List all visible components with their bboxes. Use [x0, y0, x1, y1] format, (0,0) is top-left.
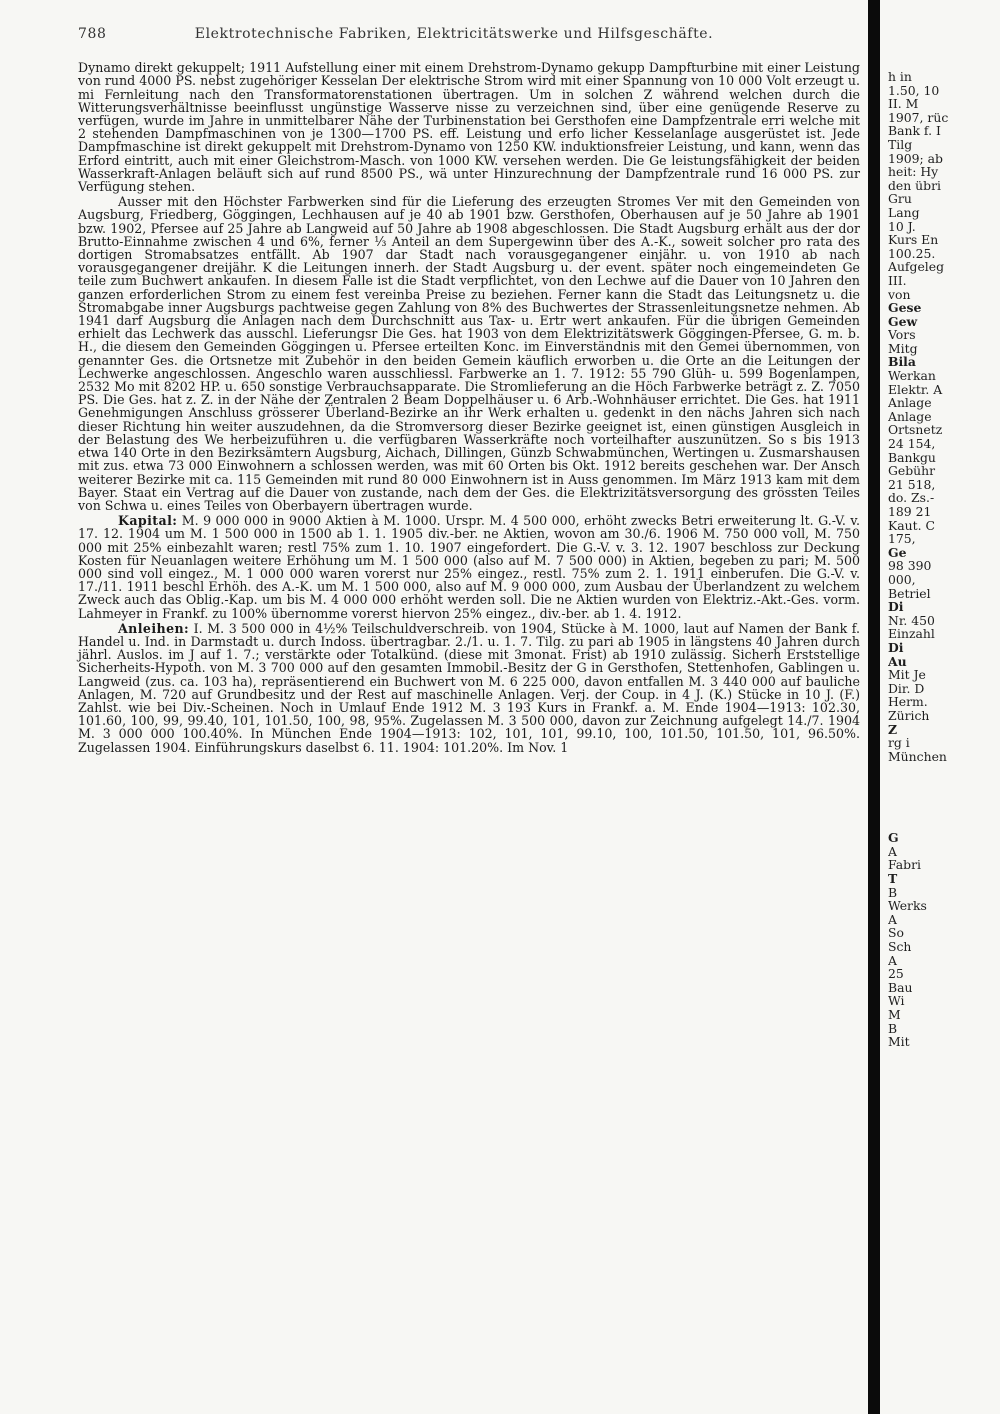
- paragraph-text: Dynamo direkt gekuppelt; 1911 Aufstellung einer mit einem Drehstrom-Dynamo gekupp Dampfturbine mit einer Leistung von rund 4000 PS. nebst zugehöriger Kesselan Der elektrische Strom wird mit einer Spannung von 10 000 Volt erzeugt u. mi Fernleitung nach den Transformatorenstationen übertragen. Um in solchen Z während welchen durch die Witterungsverhältnisse beeinflusst ungünstige Wasserve nisse zu verzeichnen sind, über eine genügende Reserve zu verfügen, wurde im Jahre in unmittelbarer Nähe der Turbinenstation bei Gersthofen eine Dampfzentrale erri welche mit 2 stehenden Dampfmaschinen von je 1300—1700 PS. eff. Leistung und erfo licher Kesselanlage ausgerüstet ist. Jede Dampfmaschine ist direkt gekuppelt mit Drehstrom-Dynamo von 1250 KW. induktionsfreier Leistung, und kann, wenn das Erford eintritt, auch mit einer Gleichstrom-Masch. von 1000 KW. versehen werden. Die Ge leistungsfähigkeit der beiden Wasserkraft-Anlagen beläuft sich auf rund 8500 PS., wä unter Hinzurechnung der Dampfzentrale rund 16 000 PS. zur Verfügung stehen.: [78, 60, 860, 195]
- facing-page-fragment: [888, 763, 1000, 777]
- facing-page-fragment: 189 21: [888, 504, 932, 519]
- facing-page-fragment: Mit Je: [888, 667, 926, 683]
- page-number: 788: [78, 26, 107, 42]
- page-header: [78, 28, 860, 41]
- facing-page-fragment: 1909; ab: [888, 150, 943, 166]
- facing-page-fragment: Mitg: [888, 340, 918, 356]
- facing-page-fragment: 10 J.: [888, 218, 916, 234]
- facing-page-fragment: Di: [888, 639, 904, 655]
- facing-page-fragment: 100.25.: [888, 245, 936, 261]
- book-gutter-shadow: [868, 0, 880, 1414]
- main-page: [78, 28, 860, 754]
- facing-page-fragment: [888, 790, 1000, 804]
- section-label-anleihen: Anleihen:: [118, 620, 190, 636]
- paragraph-contracts: [78, 195, 860, 512]
- facing-page-fragment: Bankgu: [888, 449, 936, 465]
- facing-page-fragment: M: [888, 1006, 901, 1022]
- facing-page-fragment: Zürich: [888, 707, 930, 723]
- facing-page-fragment: Ge: [888, 544, 907, 560]
- facing-page-fragment: Gru: [888, 191, 912, 207]
- facing-page-fragment: Werks: [888, 898, 927, 914]
- facing-page-fragment: Tilg: [888, 136, 913, 152]
- facing-page-fragment: 000,: [888, 571, 916, 587]
- facing-page-fragment: Sch: [888, 939, 912, 954]
- facing-page-fragment: B: [888, 884, 898, 900]
- facing-page-fragment: Bila: [888, 354, 916, 370]
- facing-page-fragment: Gew: [888, 313, 918, 329]
- paragraph-text: M. 9 000 000 in 9000 Aktien à M. 1000. Urspr. M. 4 500 000, erhöht zwecks Betri erweiterung lt. G.-V. v. 17. 12. 1904 um M. 1 500 000 in 1500 ab 1. 1. 1905 div.-ber. ne Aktien, wovon am 30./6. 1906 M. 750 000 voll, M. 750 000 mit 25% einbezahlt waren; restl 75% zum 1. 10. 1907 eingefordert. Die G.-V. v. 3. 12. 1907 beschloss zur Deckung Kosten für Neuanlagen weitere Erhöhung um M. 1 500 000 (also auf M. 7 500 000) in Aktien, begeben zu pari; M. 500 000 sind voll eingez., M. 1 000 000 waren vorerst nur 25% eingez., restl. 75% zum 2. 1. 1911 einberufen. Die G.-V. v. 17./11. 1911 beschl Erhöh. des A.-K. um M. 1 500 000, also auf M. 9 000 000, zum Ausbau der Überlandzent zu welchem Zweck auch das Oblig.-Kap. um bis M. 4 000 000 erhöht werden soll. Die ne Aktien wurden von Elektriz.-Akt.-Ges. vorm. Lahmeyer in Frankf. zu 100% übernomme vorerst hiervon 25% eingez., div.-ber. ab 1. 4. 1912.: [78, 513, 860, 621]
- paragraph-dynamo: [78, 61, 860, 193]
- facing-page-fragment: [888, 777, 1000, 791]
- facing-page-fragment: Werkan: [888, 368, 936, 384]
- facing-page-fragment: Dir. D: [888, 680, 925, 696]
- facing-page-fragment: Kurs En: [888, 232, 939, 248]
- facing-page-fragment: Herm.: [888, 694, 928, 710]
- facing-page-fragment: 1907, rüc: [888, 109, 949, 125]
- facing-page-fragment: 1.50, 10: [888, 82, 940, 98]
- facing-page-fragment: Betriel: [888, 585, 931, 601]
- facing-page-fragment: [888, 818, 1000, 832]
- facing-page-fragment: III.: [888, 272, 907, 288]
- paragraph-kapital-body: [78, 514, 860, 620]
- paragraph-anleihen: [78, 622, 860, 754]
- facing-page-fragment: T: [888, 871, 898, 887]
- facing-page-fragment: Einzahl: [888, 626, 935, 642]
- facing-page-fragment: heit: Hy: [888, 164, 939, 180]
- facing-page-fragment: 25: [888, 966, 904, 982]
- facing-page-fragment: Di: [888, 599, 904, 615]
- facing-page-fragment: rg i: [888, 735, 910, 751]
- facing-page-fragment: A: [888, 952, 897, 968]
- facing-page-fragment: 98 390: [888, 558, 932, 574]
- facing-page-fragment: Anlage: [888, 408, 932, 424]
- facing-page-fragment: Nr. 450: [888, 612, 935, 628]
- facing-page-fragment: Elektr. A: [888, 381, 943, 397]
- facing-page-fragment: Fabri: [888, 857, 921, 873]
- facing-page-fragment: von: [888, 286, 911, 302]
- facing-page-fragment: Wi: [888, 993, 905, 1009]
- facing-page-column: [888, 70, 1000, 1049]
- facing-page-fragment: Au: [888, 653, 907, 669]
- paragraph-anleihen-body: [78, 622, 860, 754]
- facing-page-fragment: Gese: [888, 300, 922, 316]
- facing-page-fragment: A: [888, 843, 897, 859]
- facing-page-fragment: So: [888, 925, 904, 941]
- facing-page-fragment: Ortsnetz: [888, 422, 943, 438]
- facing-page-fragment: Aufgeleg: [888, 259, 945, 275]
- facing-page-fragment: B: [888, 1020, 898, 1036]
- facing-page-fragment: Vors: [888, 327, 916, 343]
- facing-page-fragment: Anlage: [888, 395, 932, 411]
- facing-page-fragment: Bank f. I: [888, 123, 941, 139]
- facing-page-fragment: 175,: [888, 531, 916, 547]
- facing-page-fragment: 21 518,: [888, 476, 936, 492]
- facing-page-fragment: 24 154,: [888, 436, 936, 452]
- facing-page-fragment: Gebühr: [888, 463, 936, 479]
- facing-page-fragment: Z: [888, 721, 898, 737]
- facing-page-fragment: II. M: [888, 96, 919, 112]
- facing-page-fragment: A: [888, 911, 897, 927]
- facing-page-fragment: München: [888, 748, 947, 764]
- paragraph-text: I. M. 3 500 000 in 4½% Teilschuldverschreib. von 1904, Stücke à M. 1000, laut auf Namen der Bank f. Handel u. Ind. in Darmstadt u. durch Indoss. übertragbar. 2./1. u. 1. 7. Tilg. zu pari ab 1905 in längstens 40 Jahren durch jährl. Auslos. im J auf 1. 7.; verstärkte oder Totalkünd. (diese mit 3monat. Frist) ab 1910 zulässig. Sicherh Erststellige Sicherheits-Hypoth. von M. 3 700 000 auf den gesamten Immobil.-Besitz der G in Gersthofen, Stettenhofen, Gablingen u. Langweid (zus. ca. 103 ha), repräsentierend ein Buchwert von M. 6 225 000, davon entfallen M. 3 440 000 auf bauliche Anlagen, M. 720 auf Grundbesitz und der Rest auf maschinelle Anlagen. Verj. der Coup. in 4 J. (K.) Stücke in 10 J. (F.) Zahlst. wie bei Div.-Scheinen. Noch in Umlauf Ende 1912 M. 3 193 Kurs in Frankf. a. M. Ende 1904—1913: 102.30, 101.60, 100, 99, 99.40, 101, 101.50, 100, 98, 95%. Zugelassen M. 3 500 000, davon zur Zeichnung aufgelegt 14./7. 1904 M. 3 000 000 100.40%. In München Ende 1904—1913: 102, 101, 101, 99.10, 100, 101.50, 101.50, 101, 96.50%. Zugelassen 1904. Einführungskurs daselbst 6. 11. 1904: 101.20%. Im Nov. 1: [78, 620, 860, 755]
- facing-page-fragment: Bau: [888, 979, 913, 995]
- facing-page-fragment: h in: [888, 70, 912, 84]
- facing-page-fragment: Lang: [888, 204, 920, 220]
- facing-page-fragment: G: [888, 830, 899, 846]
- paragraph-text: Ausser mit den Höchster Farbwerken sind für die Lieferung des erzeugten Stromes Ver mit den Gemeinden von Augsburg, Friedberg, Göggingen, Lechhausen auf je 40 ab 1901 bzw. Gersthofen, Oberhausen auf je 50 Jahre ab 1901 bzw. 1902, Pfersee auf 25 Jahre ab Langweid auf 50 Jahre ab 1908 abgeschlossen. Die Stadt Augsburg erhält aus der dor Brutto-Einnahme zwischen 4 und 6%, ferner ⅓ Anteil an dem Supergewinn über des A.-K., soweit solcher pro rata des dortigen Stromabsatzes entfällt. Ab 1907 dar Stadt nach vorausgegangener einjähr. u. von 1910 ab nach vorausgegangener dreijähr. K die Leitungen innerh. der Stadt Augsburg u. der event. später noch eingemeindeten Ge teile zum Buchwert ankaufen. In diesem Falle ist die Stadt verpflichtet, von den Lechwe auf die Dauer von 10 Jahren den ganzen erforderlichen Strom zu einem fest vereinba Preise zu beziehen. Ferner kann die Stadt das Leitungsnetz u. die Stromabgabe inner Augsburgs pachtweise gegen Zahlung von 8% des Buchwertes der Strassenleitungsnetze nehmen. Ab 1941 darf Augsburg die Anlagen nach dem Durchschnitt aus Tax- u. Ertr wert ankaufen. Für die übrigen Gemeinden erhielt das Lechwerk das ausschl. Lieferungsr Die Ges. hat 1903 von dem Elektrizitätswerk Göggingen-Pfersee, G. m. b. H., die diesem den Gemeinden Göggingen u. Pfersee erteilten Konc. im Einverständnis mit den Gemei übernommen, von genannter Ges. die Ortsnetze mit Zubehör in den beiden Gemein käuflich erworben u. die Orte an die Leitungen der Lechwerke angeschlossen. Angeschlo waren ausschliessl. Farbwerke an 1. 7. 1912: 55 790 Glüh- u. 599 Bogenlampen, 2532 Mo mit 8202 HP. u. 650 sonstige Verbrauchsapparate. Die Stromlieferung an die Höch Farbwerke beträgt z. Z. 7050 PS. Die Ges. hat z. Z. in der Nähe der Zentralen 2 Beam Doppelhäuser u. 6 Arb.-Wohnhäuser errichtet. Die Ges. hat 1911 Genehmigungen Anschluss grösserer Überland-Bezirke an ihr Werk erhalten u. gedenkt in den nächs Jahren sich nach dieser Richtung hin weiter auszudehnen, da die Stromversorg dieser Bezirke geeignet ist, einen günstigen Ausgleich in der Belastung des We herbeizuführen u. die verfügbaren Wasserkräfte noch vorteilhafter auszunützen. So s bis 1913 etwa 140 Orte in den Bezirksämtern Augsburg, Aichach, Dillingen, Günzb Schwabmünchen, Wertingen u. Zusmarshausen mit zus. etwa 73 000 Einwohnern a schlossen werden, was mit 60 Orten bis Okt. 1912 bereits geschehen war. Der Ansch weiterer Bezirke mit ca. 115 Gemeinden mit rund 80 000 Einwohnern ist in Auss genommen. Im März 1913 kam mit dem Bayer. Staat ein Vertrag auf die Dauer von zustande, nach dem der Ges. die Elektrizitätsversorgung des grössten Teiles von Schwa u. eines Teiles von Oberbayern übertragen wurde.: [78, 194, 860, 513]
- facing-page-fragment: [888, 804, 1000, 818]
- facing-page-fragment: do. Zs.-: [888, 490, 935, 506]
- facing-page-fragment: Mit: [888, 1034, 910, 1049]
- section-label-kapital: Kapital:: [118, 513, 178, 529]
- running-title: Elektrotechnische Fabriken, Elektricitätswerke und Hilfsgeschäfte.: [194, 26, 714, 42]
- facing-page-fragment: Kaut. C: [888, 517, 935, 533]
- facing-page-fragment: den übri: [888, 177, 941, 193]
- paragraph-kapital: [78, 514, 860, 620]
